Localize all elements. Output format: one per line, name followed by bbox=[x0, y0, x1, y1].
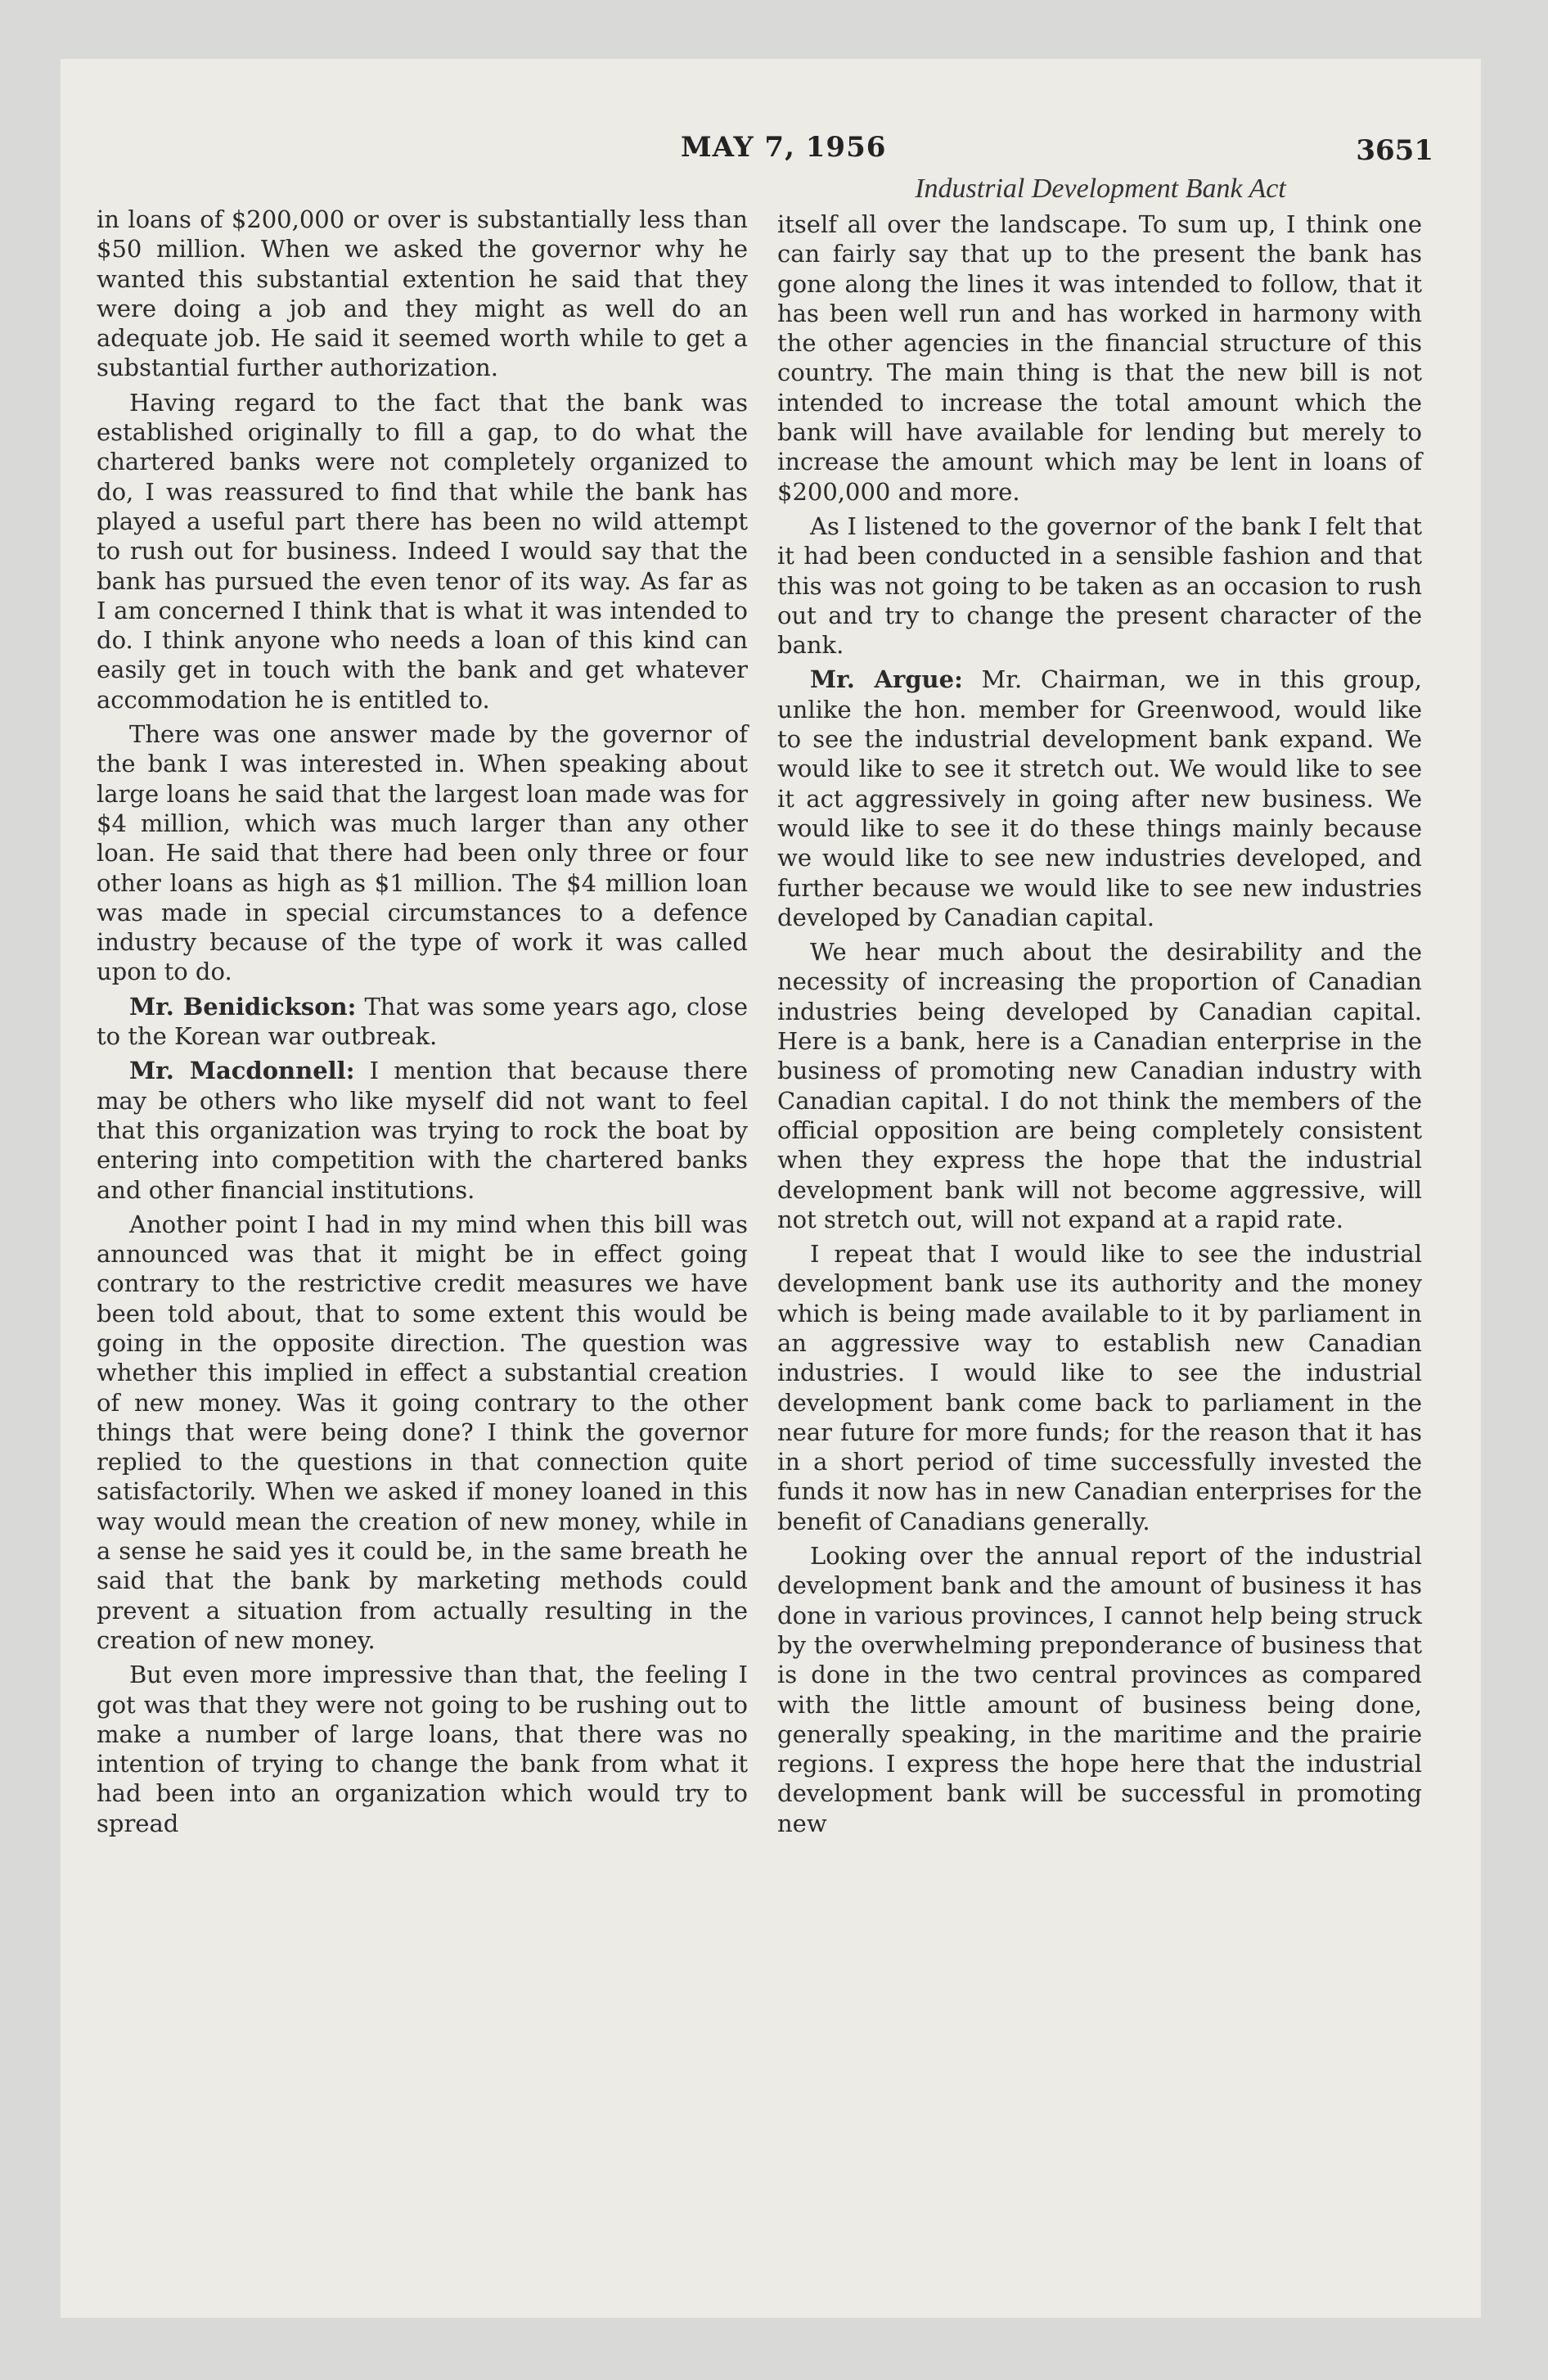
paragraph bbox=[777, 1239, 1422, 1536]
speaker-name: Mr. Macdonnell: bbox=[129, 1057, 355, 1085]
paragraph bbox=[97, 1660, 748, 1838]
paragraph bbox=[777, 665, 1422, 932]
paragraph-text: in loans of $200,000 or over is substantially less than $50 million. When we asked the governor why he wanted this substantial extention he said that they were doing a job and they might as well do an adequate job. He said it seemed worth while to get a substantial further authorization. bbox=[97, 205, 748, 382]
paragraph-text: But even more impressive than that, the feeling I got was that they were not going to be rushing out to make a number of large loans, that there was no intention of trying to change the bank from what it had been into an organization which would try to spread bbox=[97, 1661, 748, 1837]
paragraph bbox=[97, 719, 748, 987]
paragraph bbox=[97, 1056, 748, 1204]
paragraph bbox=[97, 992, 748, 1052]
paragraph bbox=[97, 205, 748, 383]
paragraph-text: We hear much about the desirability and the necessity of increasing the proportion of Canadian industries being developed by Canadian capital. Here is a bank, here is a Canadian enterprise in the business of promoting new Canadian industry with Canadian capital. I do not think the members of the official opposition are being completely consistent when they express the hope that the industrial development bank will not become aggressive, will not stretch out, will not expand at a rapid rate. bbox=[777, 938, 1422, 1233]
paragraph-text: Another point I had in my mind when this bill was announced was that it might be in effect going contrary to the restrictive credit measures we have been told about, that to some extent this would be going in the opposite direction. The question was whether this implied in effect a substantial creation of new money. Was it going contrary to the other things that were being done? I think the governor replied to the questions in that connection quite satisfactorily. When we asked if money loaned in this way would mean the creation of new money, while in a sense he said yes it could be, in the same breath he said that the bank by marketing methods could prevent a situation from actually resulting in the creation of new money. bbox=[97, 1210, 748, 1654]
paragraph-text: Mr. Chairman, we in this group, unlike the hon. member for Greenwood, would like to see the industrial development bank expand. We would like to see it stretch out. We would like to see it act aggressively in going after new business. We would like to see it do these things mainly because we would like to see new industries developed, and further because we would like to see new industries developed by Canadian capital. bbox=[777, 665, 1422, 931]
page-number: 3651 bbox=[1356, 134, 1433, 167]
paragraph-text: There was one answer made by the governor of the bank I was interested in. When speaking about large loans he said that the largest loan made was for $4 million, which was much larger than any other loan. He said that there had been only three or four other loans as high as $1 million. The $4 million loan was made in special circumstances to a defence industry because of the type of work it was called upon to do. bbox=[97, 720, 748, 986]
paragraph bbox=[97, 1210, 748, 1655]
paragraph bbox=[777, 512, 1422, 660]
paragraph-text: Looking over the annual report of the industrial development bank and the amount of business it has done in various provinces, I cannot help being struck by the overwhelming preponderance of business that is done in the two central provinces as compared with the little amount of business being done, generally speaking, in the maritime and the prairie regions. I express the hope here that the industrial development bank will be successful in promoting new bbox=[777, 1542, 1422, 1837]
speaker-name: Mr. Argue: bbox=[810, 665, 963, 694]
paragraph-text: I mention that because there may be others who like myself did not want to feel that this organization was trying to rock the boat by entering into competition with the chartered banks and other financial institutions. bbox=[97, 1057, 749, 1204]
running-head: Industrial Development Bank Act bbox=[915, 174, 1286, 204]
speaker-name: Mr. Benidickson: bbox=[129, 992, 357, 1021]
paragraph-text: As I listened to the governor of the bank I felt that it had been conducted in a sensible fashion and that this was not going to be taken as an occasion to rush out and try to change the present character of the bank. bbox=[777, 512, 1422, 660]
left-column bbox=[97, 205, 748, 1843]
paragraph bbox=[777, 1541, 1422, 1838]
right-column bbox=[777, 210, 1422, 1843]
paragraph-text: Having regard to the fact that the bank was established originally to fill a gap, to do what the chartered banks were not completely organized to do, I was reassured to find that while the bank has played a useful part there has been no wild attempt to rush out for business. Indeed I would say that the bank has pursued the even tenor of its way. As far as I am concerned I think that is what it was intended to do. I think anyone who needs a loan of this kind can easily get in touch with the bank and get whatever accommodation he is entitled to. bbox=[97, 388, 748, 714]
header-date: MAY 7, 1956 bbox=[681, 131, 887, 164]
paragraph bbox=[97, 388, 748, 714]
paragraph bbox=[777, 210, 1422, 507]
paragraph-text: I repeat that I would like to see the industrial development bank use its authority and the money which is being made available to it by parliament in an aggressive way to establish new Canadian industries. I would like to see the industrial development bank come back to parliament in the near future for more funds; for the reason that it has in a short period of time successfully invested the funds it now has in new Canadian enterprises for the benefit of Canadians generally. bbox=[777, 1240, 1422, 1535]
paragraph bbox=[777, 937, 1422, 1234]
paragraph-text: itself all over the landscape. To sum up, I think one can fairly say that up to the present the bank has gone along the lines it was intended to follow, that it has been well run and has worked in harmony with the other agencies in the financial structure of this country. The main thing is that the new bill is not intended to increase the total amount which the bank will have available for lending but merely to increase the amount which may be lent in loans of $200,000 and more. bbox=[777, 210, 1422, 506]
paragraph-text: That was some years ago, close to the Korean war outbreak. bbox=[97, 992, 748, 1051]
